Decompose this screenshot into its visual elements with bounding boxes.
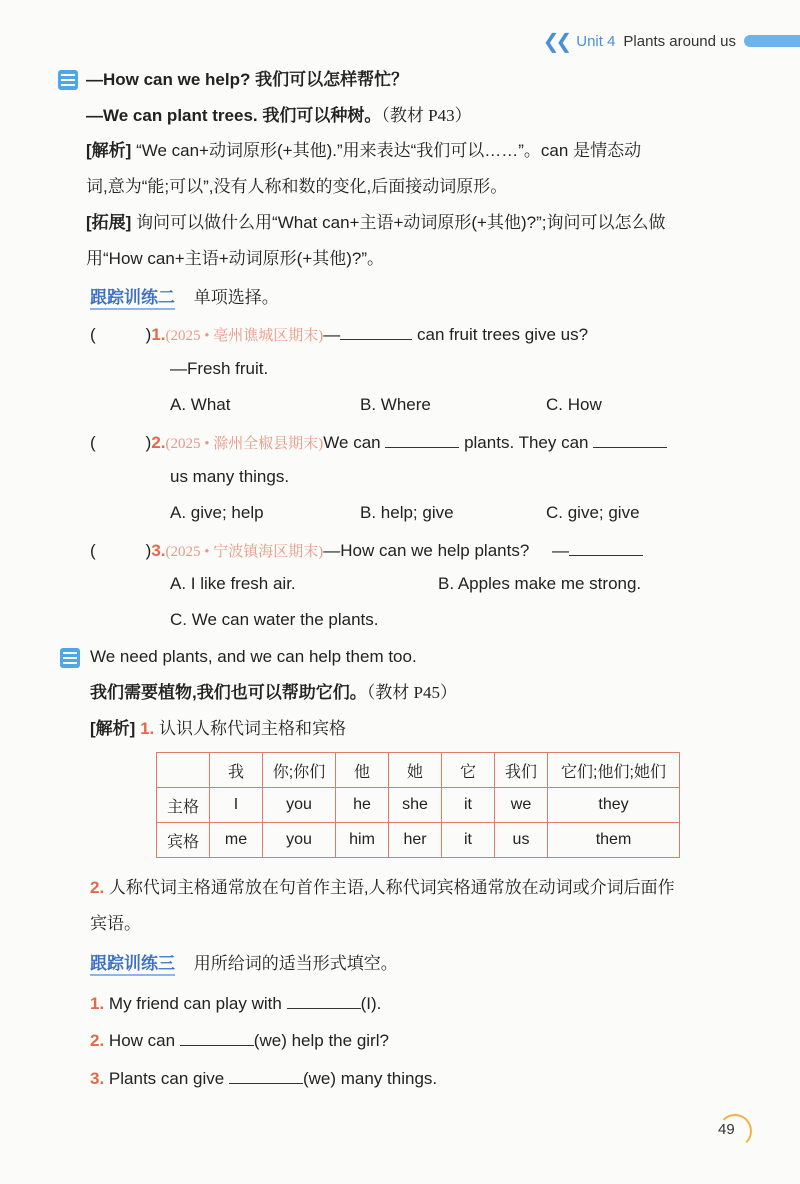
section1-extension-line2: 用“How can+主语+动词原形(+其他)?”。 [86, 249, 385, 268]
question-2-line2: us many things. [170, 467, 290, 486]
question-3-option-a[interactable]: A. I like fresh air. [170, 574, 296, 593]
section1-question: —How can we help? 我们可以怎样帮忙？ [86, 70, 409, 89]
question-1-line2: —Fresh fruit. [170, 359, 269, 378]
section1-analysis-line1 [86, 139, 641, 163]
section2-chinese: 我们需要植物,我们也可以帮助它们。（教材 P45） [90, 683, 457, 702]
question-2-option-c[interactable]: C. give; give [546, 503, 640, 522]
table-header-row: 我 你;你们 他 她 它 我们 它们;他们;她们 [157, 753, 680, 788]
training2-instruction: 单项选择。 [193, 288, 279, 307]
training2-heading [90, 286, 279, 310]
training2-title: 跟踪训练二 [90, 288, 175, 310]
question-number: 1. [151, 325, 166, 344]
question-3-option-c[interactable]: C. We can water the plants. [170, 610, 379, 629]
fill-blank[interactable] [180, 1027, 254, 1046]
training3-instruction: 用所给词的适当形式填空。 [193, 954, 398, 973]
fill-item-3: 3. Plants can give (we) many things. [90, 1065, 437, 1091]
fill-blank[interactable] [569, 537, 643, 556]
training3-heading [90, 952, 398, 976]
question-1: ( )1.(2025 • 亳州谯城区期末)— can fruit trees give us? [90, 321, 588, 348]
extension-tag: [拓展] [86, 213, 132, 232]
section2-point2-line1: 2. 人称代词主格通常放在句首作主语,人称代词宾格通常放在动词或介词后面作 [90, 878, 675, 897]
table-row: 宾格 me you him her it us them [157, 823, 680, 858]
textbook-ref: （教材 P45） [366, 683, 457, 702]
fill-item-1: 1. My friend can play with (I). [90, 990, 381, 1016]
fill-blank[interactable] [593, 429, 667, 448]
textbook-ref: （教材 P43） [381, 106, 472, 125]
page-header [543, 30, 800, 52]
double-chevron-left-icon: ❮❮ [542, 30, 569, 53]
pronoun-table [156, 752, 680, 858]
question-source: (2025 • 滁州全椒县期末) [165, 436, 324, 452]
section2-english: We need plants, and we can help them too. [90, 647, 417, 666]
question-2-option-b[interactable]: B. help; give [360, 503, 454, 522]
section1-answer [86, 104, 472, 128]
section2-analysis: [解析] 1. 认识人称代词主格和宾格 [90, 719, 346, 738]
fill-blank[interactable] [385, 429, 459, 448]
fill-item-2: 2. How can (we) help the girl? [90, 1027, 389, 1053]
analysis-tag: [解析] [90, 719, 136, 738]
question-2: ( )2.(2025 • 滁州全椒县期末)We can plants. They can [90, 429, 667, 456]
question-1-option-c[interactable]: C. How [546, 395, 602, 414]
fill-blank[interactable] [287, 990, 361, 1009]
table-row: 主格 I you he she it we they [157, 788, 680, 823]
section1-extension-line1 [86, 211, 665, 235]
answer-text: —We can plant trees. 我们可以种树。 [86, 106, 382, 125]
question-source: (2025 • 宁波镇海区期末) [165, 544, 324, 560]
training3-title: 跟踪训练三 [90, 954, 175, 976]
fill-blank[interactable] [340, 321, 412, 340]
question-1-option-b[interactable]: B. Where [360, 395, 431, 414]
analysis-tag: [解析] [86, 141, 132, 160]
question-source: (2025 • 亳州谯城区期末) [165, 328, 324, 344]
page-number: 49 [718, 1121, 735, 1138]
section1-analysis-line2: 词,意为“能;可以”,没有人称和数的变化,后面接动词原形。 [86, 177, 508, 196]
question-number: 3. [151, 541, 166, 560]
question-number: 2. [151, 433, 166, 452]
header-accent-bar [744, 35, 800, 47]
question-3: ( )3.(2025 • 宁波镇海区期末)—How can we help plants? — [90, 537, 643, 564]
question-3-option-b[interactable]: B. Apples make me strong. [438, 574, 642, 593]
section-list-icon [58, 70, 78, 90]
question-1-option-a[interactable]: A. What [170, 395, 231, 414]
section-list-icon [60, 648, 80, 668]
fill-blank[interactable] [229, 1065, 303, 1084]
section2-point2-line2: 宾语。 [90, 914, 141, 933]
extension-text: 询问可以做什么用“What can+主语+动词原形(+其他)?”;询问可以怎么做 [136, 213, 666, 232]
question-2-option-a[interactable]: A. give; help [170, 503, 264, 522]
unit-title: Plants around us [623, 32, 736, 50]
unit-label: Unit 4 [576, 32, 616, 50]
analysis-text: “We can+动词原形(+其他).”用来表达“我们可以……”。can 是情态动 [136, 141, 642, 160]
